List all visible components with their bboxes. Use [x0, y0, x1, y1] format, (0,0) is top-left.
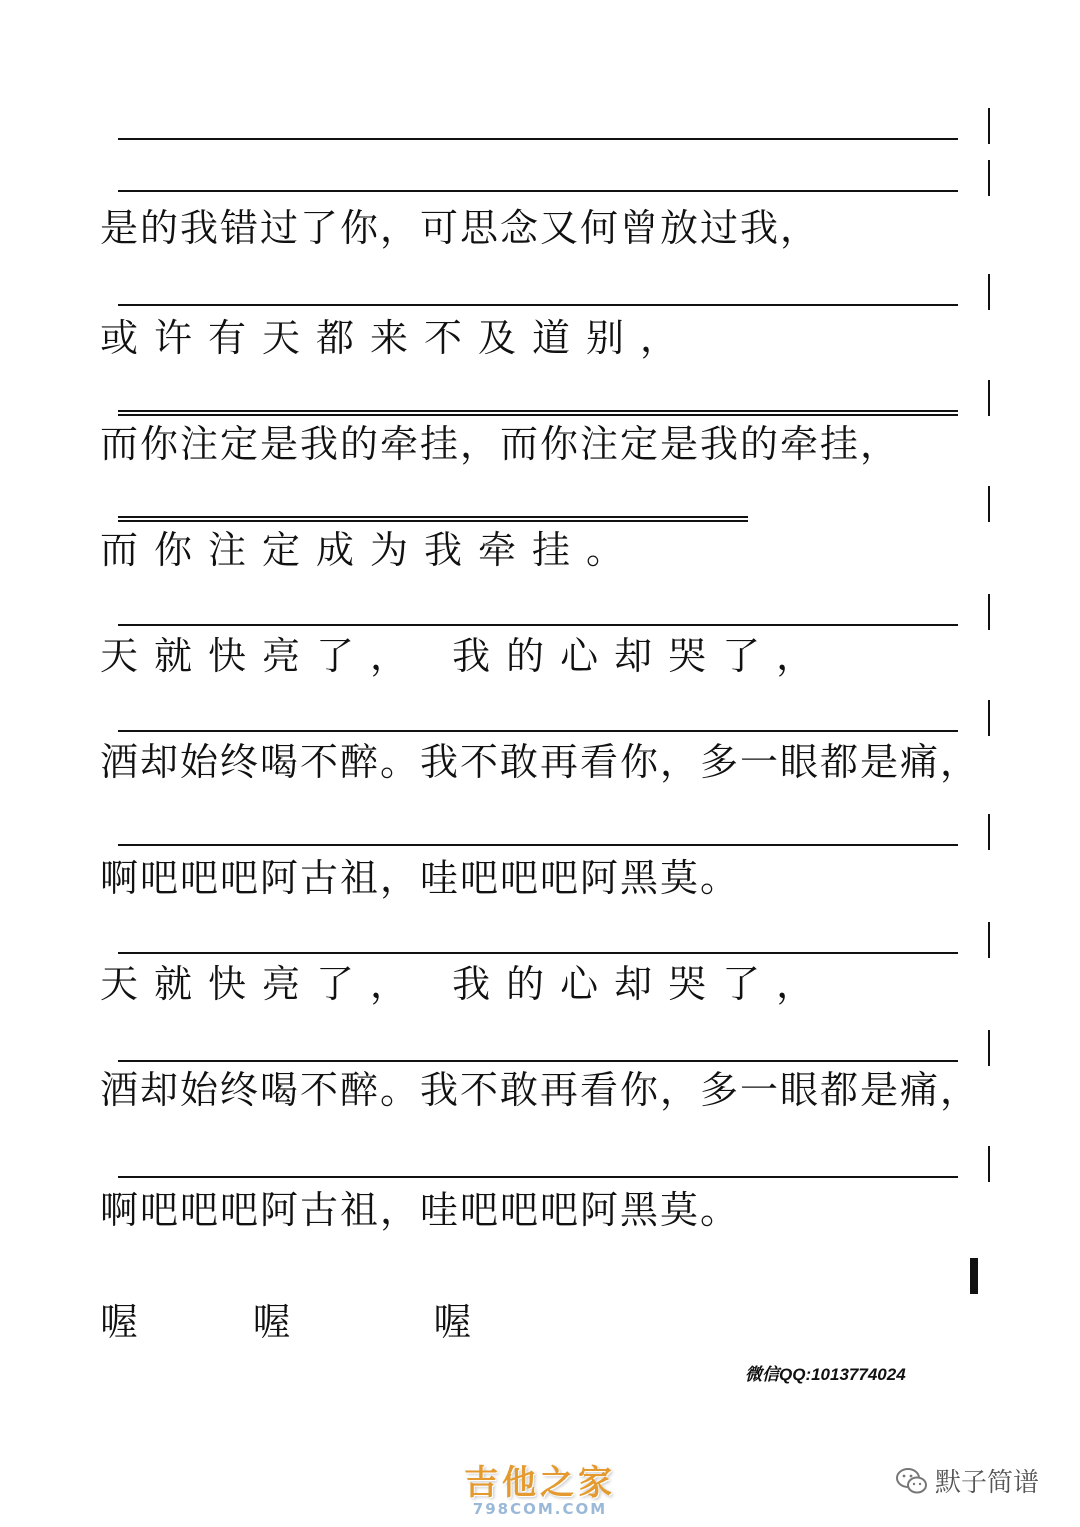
underline	[118, 190, 958, 192]
notation-line-12	[100, 1258, 990, 1294]
underline	[118, 1060, 958, 1062]
lyric-line-2: 是的我错过了你，可思念又何曾放过我，	[100, 206, 821, 250]
notation-line-2	[100, 160, 990, 196]
watermark-url: 798COM.COM	[472, 1500, 608, 1518]
lyric-line-10: 酒却始终喝不醉。我不敢再看你，多一眼都是痛，	[100, 1068, 981, 1112]
notation-line-6	[100, 594, 990, 630]
notation-line-4	[100, 380, 990, 416]
wechat-account	[895, 1462, 1039, 1499]
underline	[118, 516, 748, 518]
lyric-line-12: 喔 喔 喔	[100, 1300, 474, 1344]
underline	[118, 410, 958, 412]
lyric-line-8: 啊吧吧吧阿古祖，哇吧吧吧阿黑莫。	[100, 856, 741, 900]
lyric-line-3: 或许有天都来不及道别，	[100, 316, 695, 360]
underline	[118, 304, 958, 306]
notation-line-3	[100, 274, 990, 310]
notation-line-11	[100, 1146, 990, 1182]
notation-line-10	[100, 1030, 990, 1066]
lyric-line-11: 啊吧吧吧阿古祖，哇吧吧吧阿黑莫。	[100, 1188, 741, 1232]
underline	[118, 624, 958, 626]
contact-info: 微信QQ:1013774024	[745, 1365, 906, 1384]
final-barline	[970, 1258, 978, 1294]
notation-line-8	[100, 814, 990, 850]
underline	[118, 952, 958, 954]
site-watermark	[430, 1455, 650, 1518]
underline	[118, 138, 958, 140]
lyric-line-6: 天就快亮了， 我的心却哭了，	[100, 634, 831, 678]
watermark-title: 吉他之家	[464, 1463, 616, 1503]
lyric-line-4: 而你注定是我的牵挂，而你注定是我的牵挂，	[100, 422, 901, 466]
lyric-line-5: 而你注定成为我牵挂。	[100, 528, 641, 572]
underline	[118, 520, 748, 522]
notation-line-9	[100, 922, 990, 958]
underline	[118, 414, 958, 416]
notation-line-5	[100, 486, 990, 522]
underline	[118, 730, 958, 732]
lyric-line-7: 酒却始终喝不醉。我不敢再看你，多一眼都是痛，	[100, 740, 981, 784]
lyric-line-9: 天就快亮了， 我的心却哭了，	[100, 962, 831, 1006]
wechat-icon	[895, 1467, 929, 1495]
underline	[118, 844, 958, 846]
wechat-account-name: 默子简谱	[935, 1468, 1040, 1498]
underline	[118, 1176, 958, 1178]
notation-line-1	[100, 108, 990, 144]
notation-line-7	[100, 700, 990, 736]
